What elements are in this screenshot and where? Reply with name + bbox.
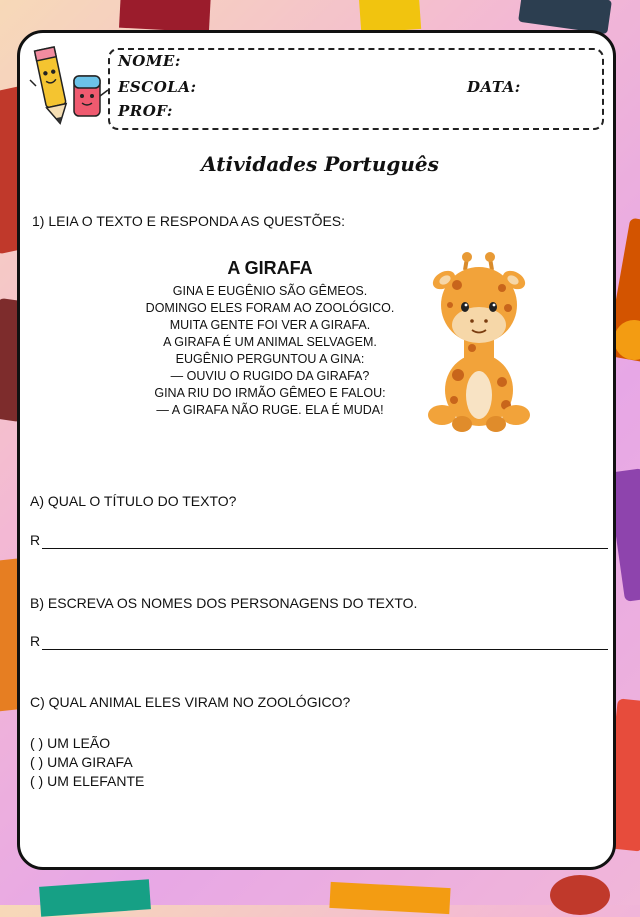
- story-line: DOMINGO ELES FORAM AO ZOOLÓGICO.: [145, 301, 395, 315]
- story-line: MUITA GENTE FOI VER A GIRAFA.: [169, 318, 371, 332]
- option-lion[interactable]: ( ) UM LEÃO: [30, 735, 111, 751]
- option-giraffe[interactable]: ( ) UMA GIRAFA: [30, 754, 133, 770]
- background-palette: [550, 875, 610, 915]
- page-title: Atividades Português: [201, 152, 439, 176]
- background-crayon: [359, 0, 421, 33]
- giraffe-icon: [422, 250, 537, 435]
- story-text: [120, 283, 420, 419]
- background-book: [518, 0, 612, 34]
- pencil-eraser-mascot-icon: [28, 40, 110, 130]
- question-b: B) ESCREVA OS NOMES DOS PERSONAGENS DO TEXTO.: [30, 595, 418, 611]
- answer-a-prefix: R: [30, 532, 41, 548]
- date-label: DATA:: [467, 78, 521, 96]
- background-ruler: [39, 879, 151, 917]
- story-line: — OUVIU O RUGIDO DA GIRAFA?: [170, 369, 370, 383]
- story-line: — A GIRAFA NÃO RUGE. ELA É MUDA!: [156, 403, 384, 417]
- story-line: GINA RIU DO IRMÃO GÊMEO E FALOU:: [154, 386, 386, 400]
- story-line: A GIRAFA É UM ANIMAL SELVAGEM.: [163, 335, 377, 349]
- question-c: C) QUAL ANIMAL ELES VIRAM NO ZOOLÓGICO?: [30, 694, 351, 710]
- option-elephant[interactable]: ( ) UM ELEFANTE: [30, 773, 145, 789]
- teacher-label: PROF:: [118, 102, 173, 120]
- answer-b-prefix: R: [30, 633, 41, 649]
- answer-b-line[interactable]: [42, 649, 608, 650]
- background-book: [119, 0, 211, 32]
- answer-a-line[interactable]: [42, 548, 608, 549]
- question-a: A) QUAL O TÍTULO DO TEXTO?: [30, 493, 237, 509]
- background-ruler: [329, 882, 450, 914]
- question-1: 1) LEIA O TEXTO E RESPONDA AS QUESTÕES:: [32, 213, 346, 229]
- name-label: NOME:: [118, 52, 181, 70]
- story-title: A GIRAFA: [227, 258, 313, 278]
- story-line: GINA E EUGÊNIO SÃO GÊMEOS.: [172, 284, 368, 298]
- story-line: EUGÊNIO PERGUNTOU A GINA:: [175, 352, 365, 366]
- school-label: ESCOLA:: [118, 78, 197, 96]
